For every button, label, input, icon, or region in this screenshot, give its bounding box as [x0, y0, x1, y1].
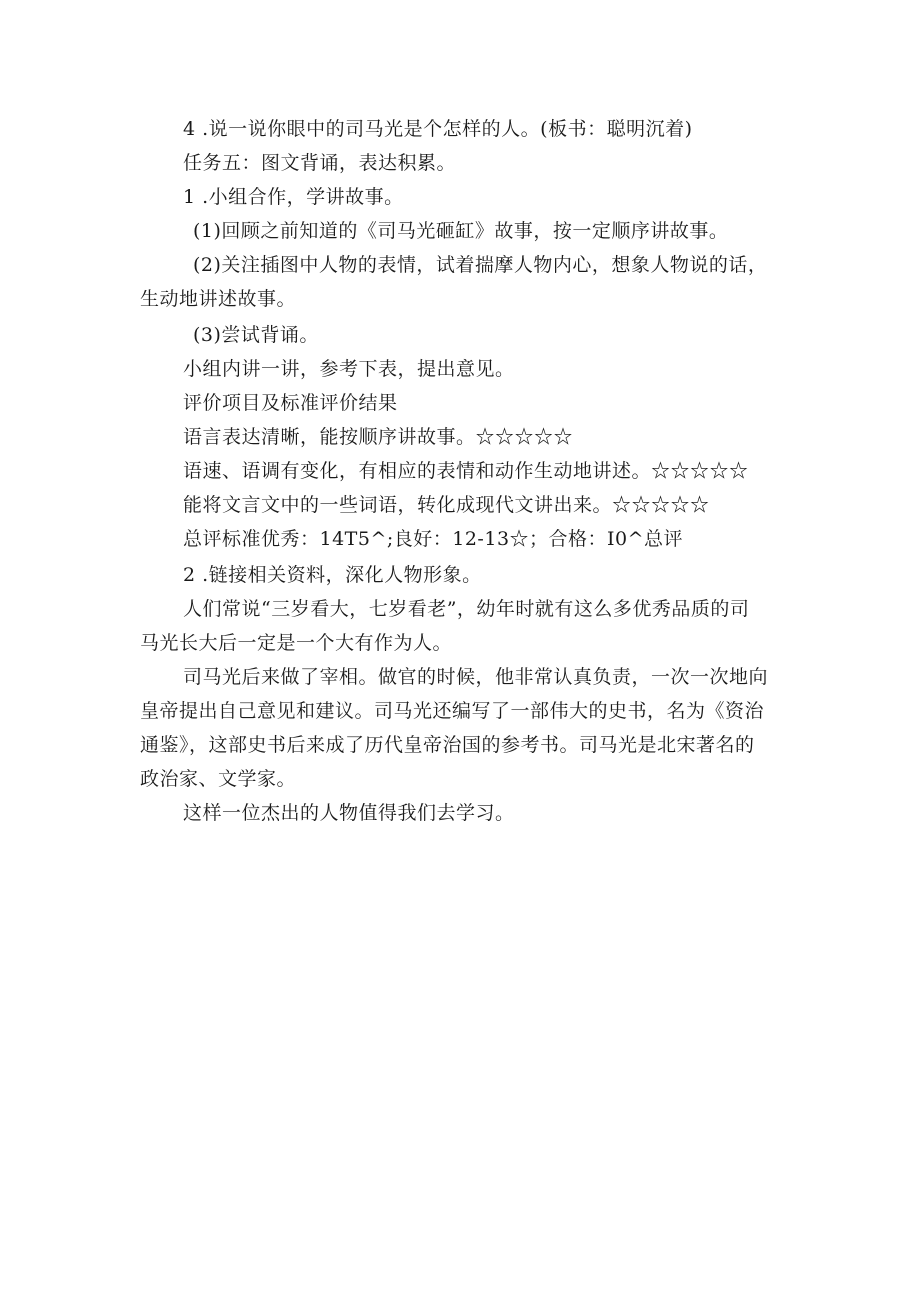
text-line-15: 人们常说“三岁看大，七岁看老”，幼年时就有这么多优秀品质的司: [183, 598, 750, 620]
text-line-14: 2 .链接相关资料，深化人物形象。: [183, 564, 482, 586]
text-line-18: 皇帝提出自己意见和建议。司马光还编写了一部伟大的史书，名为《资治: [140, 700, 765, 722]
text-line-17: 司马光后来做了宰相。做官的时候，他非常认真负责，一次一次地向: [183, 666, 769, 688]
text-line-4: (1)回顾之前知道的《司马光砸缸》故事，按一定顺序讲故事。: [193, 220, 729, 242]
text-line-11: 语速、语调有变化，有相应的表情和动作生动地讲述。☆☆☆☆☆: [183, 460, 749, 482]
text-line-6: 生动地讲述故事。: [140, 288, 297, 310]
text-line-20: 政治家、文学家。: [140, 768, 297, 790]
text-line-1: 4 .说一说你眼中的司马光是个怎样的人。(板书：聪明沉着): [183, 118, 693, 140]
text-line-21: 这样一位杰出的人物值得我们去学习。: [183, 802, 515, 824]
text-line-16: 马光长大后一定是一个大有作为人。: [140, 632, 453, 654]
text-line-9: 评价项目及标准评价结果: [183, 392, 398, 414]
text-line-2: 任务五：图文背诵，表达积累。: [183, 152, 457, 174]
text-line-19: 通鉴》，这部史书后来成了历代皇帝治国的参考书。司马光是北宋著名的: [140, 734, 755, 756]
text-line-5: (2)关注插图中人物的表情，试着揣摩人物内心，想象人物说的话，: [193, 254, 768, 276]
text-line-10: 语言表达清晰，能按顺序讲故事。☆☆☆☆☆: [183, 426, 574, 448]
text-line-7: (3)尝试背诵。: [193, 324, 319, 346]
text-line-8: 小组内讲一讲，参考下表，提出意见。: [183, 358, 515, 380]
text-line-13: 总评标准优秀：14T5^;良好：12-13☆；合格：I0^总评: [183, 528, 684, 550]
text-line-3: 1 .小组合作，学讲故事。: [183, 186, 404, 208]
text-line-12: 能将文言文中的一些词语，转化成现代文讲出来。☆☆☆☆☆: [183, 494, 710, 516]
